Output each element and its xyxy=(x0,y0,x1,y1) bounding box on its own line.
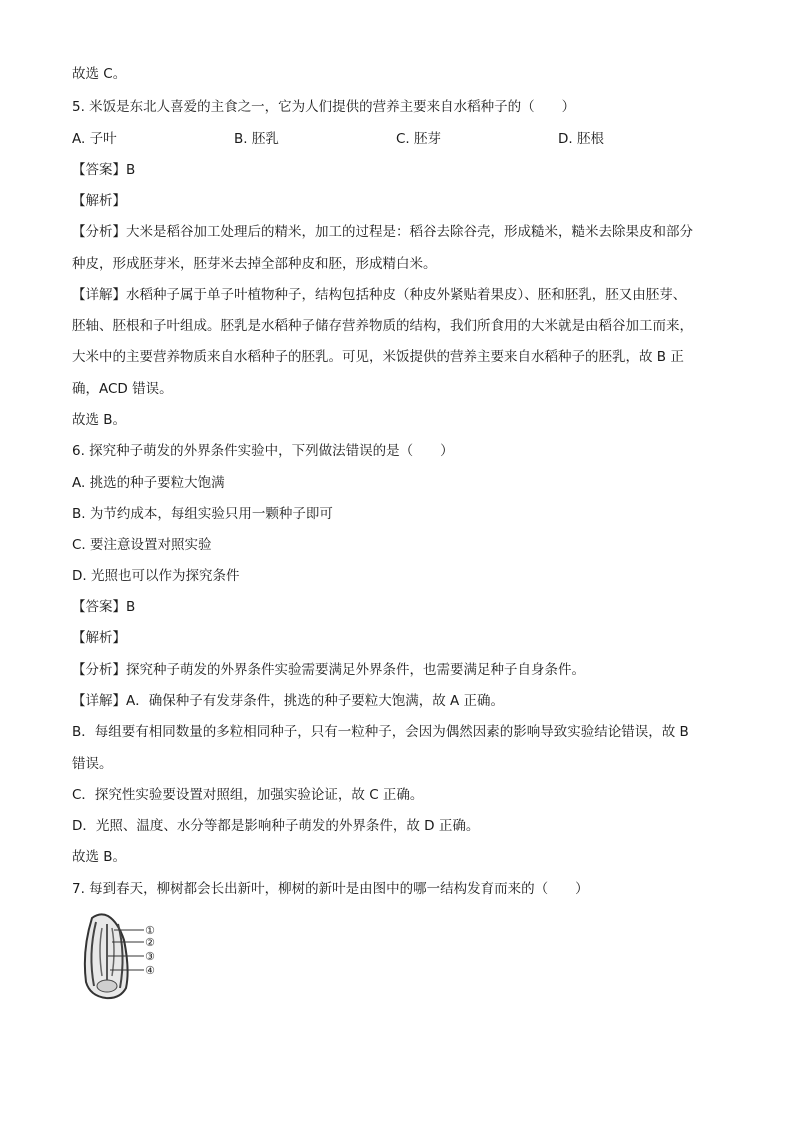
q6-option-d: D. 光照也可以作为探究条件 xyxy=(72,568,240,584)
q5-answer: 【答案】B xyxy=(72,162,136,178)
text-line: 错误。 xyxy=(72,756,113,772)
q5-analysis-heading: 【解析】 xyxy=(72,193,126,209)
q5-option-b: B. 胚乳 xyxy=(234,131,279,147)
text-line: C．探究性实验要设置对照组，加强实验论证，故 C 正确。 xyxy=(72,787,424,803)
label-1: ① xyxy=(145,924,155,937)
question-6: 6. 探究种子萌发的外界条件实验中，下列做法错误的是（ ） xyxy=(72,443,454,459)
text-line: 故选 C。 xyxy=(72,66,127,82)
bud-diagram xyxy=(78,910,168,1002)
q5-option-c: C. 胚芽 xyxy=(396,131,442,147)
q6-answer: 【答案】B xyxy=(72,599,136,615)
text-line: 故选 B。 xyxy=(72,849,127,865)
text-line: 确，ACD 错误。 xyxy=(72,381,173,397)
question-7: 7. 每到春天，柳树都会长出新叶，柳树的新叶是由图中的哪一结构发育而来的（ ） xyxy=(72,881,589,897)
bud-base xyxy=(97,980,117,992)
q6-analysis-heading: 【解析】 xyxy=(72,630,126,646)
text-line: 大米中的主要营养物质来自水稻种子的胚乳。可见，米饭提供的营养主要来自水稻种子的胚乳，故 B 正 xyxy=(72,349,684,365)
text-line: 种皮，形成胚芽米，胚芽米去掉全部种皮和胚，形成精白米。 xyxy=(72,256,437,272)
label-3: ③ xyxy=(145,950,155,963)
label-4: ④ xyxy=(145,964,155,977)
text-line: B．每组要有相同数量的多粒相同种子，只有一粒种子，会因为偶然因素的影响导致实验结论错误，故 B xyxy=(72,724,689,740)
text-line: 胚轴、胚根和子叶组成。胚乳是水稻种子储存营养物质的结构，我们所食用的大米就是由稻谷加工而来， xyxy=(72,318,693,334)
q6-option-c: C. 要注意设置对照实验 xyxy=(72,537,212,553)
text-line: 故选 B。 xyxy=(72,412,127,428)
q6-option-b: B. 为节约成本，每组实验只用一颗种子即可 xyxy=(72,506,333,522)
text-line: 【详解】A．确保种子有发芽条件，挑选的种子要粒大饱满，故 A 正确。 xyxy=(72,693,505,709)
text-line: 【详解】水稻种子属于单子叶植物种子，结构包括种皮（种皮外紧贴着果皮）、胚和胚乳，胚又由胚芽、 xyxy=(72,287,687,303)
q6-option-a: A. 挑选的种子要粒大饱满 xyxy=(72,475,225,491)
label-2: ② xyxy=(145,936,155,949)
text-line: 【分析】大米是稻谷加工处理后的精米，加工的过程是：稻谷去除谷壳，形成糙米，糙米去除果皮和部分 xyxy=(72,224,693,240)
q5-option-d: D. 胚根 xyxy=(558,131,604,147)
q5-option-a: A. 子叶 xyxy=(72,131,117,147)
question-5: 5. 米饭是东北人喜爱的主食之一，它为人们提供的营养主要来自水稻种子的（ ） xyxy=(72,99,576,115)
text-line: 【分析】探究种子萌发的外界条件实验需要满足外界条件，也需要满足种子自身条件。 xyxy=(72,662,585,678)
text-line: D．光照、温度、水分等都是影响种子萌发的外界条件，故 D 正确。 xyxy=(72,818,480,834)
